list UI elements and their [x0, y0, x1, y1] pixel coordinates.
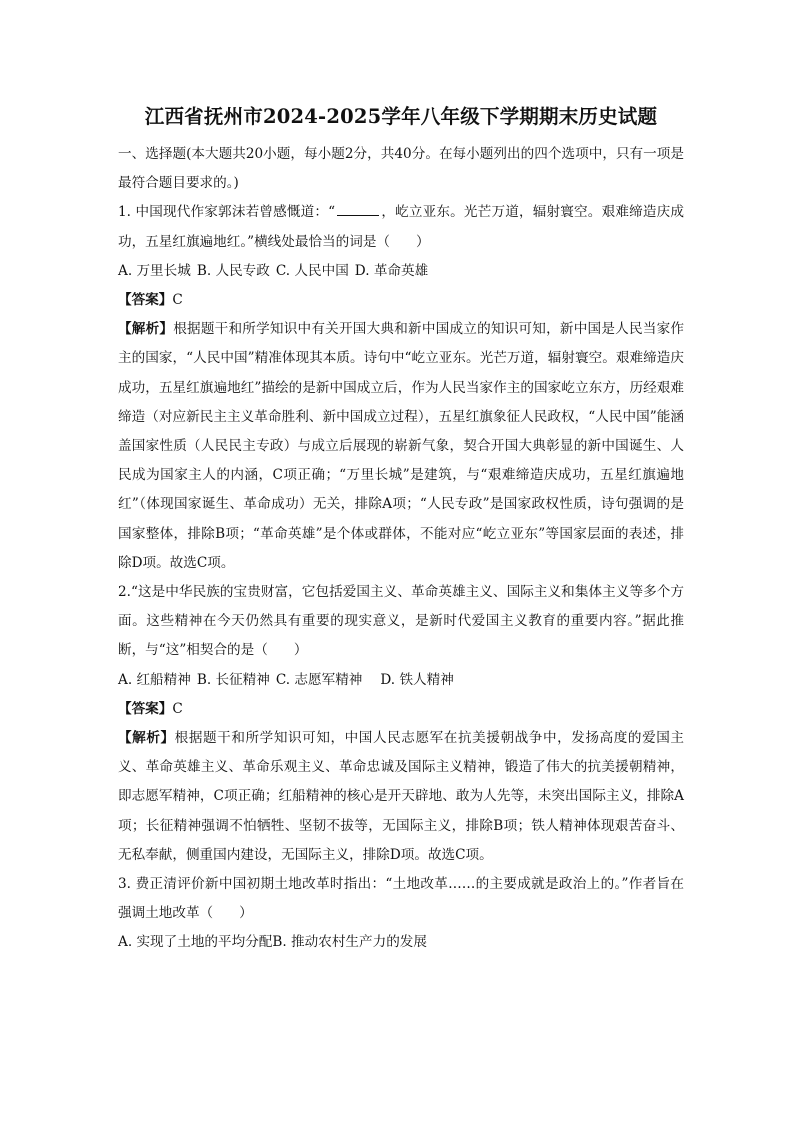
question-2-option-b: B. 长征精神 — [196, 671, 270, 688]
question-3-stem — [118, 870, 684, 928]
question-3-option-b: B. 推动农村生产力的发展 — [272, 934, 427, 951]
question-1-options — [118, 257, 684, 286]
question-2-option-a: A. 红船精神 — [118, 671, 191, 688]
question-2-analysis — [118, 724, 684, 870]
question-1-stem — [118, 198, 684, 256]
question-1-answer-value: C — [172, 292, 183, 309]
question-3-option-a: A. 实现了土地的平均分配 — [118, 934, 273, 951]
question-2-analysis-tag: 【解析】 — [118, 730, 175, 747]
question-2-answer — [118, 695, 684, 724]
question-3-stem-close: ） — [239, 905, 253, 922]
question-1-analysis-text: 根据题干和所学知识中有关开国大典和新中国成立的知识可知，新中国是人民当家作主的国家，“人民中国”精准体现其本质。诗句中“屹立亚东。光芒万道，辐射寰空。艰难缔造庆成功，五星红旗遍地红”描绘的是新中国成立后，作为人民当家作主的国家屹立东方，历经艰难缔造（对应新民主主义革命胜利、新中国成立过程），五星红旗象征人民政权，“人民中国”能涵盖国家性质（人民民主专政）与成立后展现的崭新气象，契合开国大典彰显的新中国诞生、人民成为国家主人的内涵，C项正确；“万里长城”是建筑，与“艰难缔造庆成功，五星红旗遍地红”（体现国家诞生、革命成功）无关，排除A项；“人民专政”是国家政权性质，诗句强调的是国家整体，排除B项；“革命英雄”是个体或群体，不能对应“屹立亚东”等国家层面的表述，排除D项。故选C项。 — [118, 321, 685, 571]
question-1-option-b: B. 人民专政 — [196, 262, 270, 279]
question-1-analysis-tag: 【解析】 — [118, 321, 174, 338]
question-2-stem-text: 2.“这是中华民族的宝贵财富，它包括爱国主义、革命英雄主义、国际主义和集体主义等多个方面。这些精神在今天仍然具有重要的现实意义，是新时代爱国主义教育的重要内容。”据此推断，与“这”相契合的是（ — [118, 584, 684, 659]
question-1-stem-close: ） — [416, 233, 430, 250]
question-1-option-d: D. 革命英雄 — [354, 262, 429, 279]
question-1-answer-tag: 【答案】 — [118, 292, 173, 309]
question-1-analysis — [118, 315, 684, 578]
question-3-options — [118, 928, 684, 957]
question-1-option-c: C. 人民中国 — [275, 262, 349, 279]
question-1-stem-part2: ，屹立亚东。光芒万道，辐射寰空。艰难缔造庆成功，五星红旗遍地红。”横线处最恰当的词是（ — [118, 204, 684, 250]
question-1-blank — [337, 201, 379, 216]
question-1-option-a: A. 万里长城 — [118, 262, 191, 279]
question-1-stem-part1: 1. 中国现代作家郭沫若曾感慨道：“ — [118, 204, 336, 221]
document-title: 江西省抚州市2024-2025学年八年级下学期期末历史试题 — [144, 105, 658, 128]
question-2-option-d: D. 铁人精神 — [380, 671, 454, 688]
question-1-answer — [118, 286, 684, 315]
question-2-answer-tag: 【答案】 — [118, 700, 173, 717]
section-instructions: 一、选择题(本大题共20小题，每小题2分，共40分。在每小题列出的四个选项中，只有一项是最符合题目要求的。) — [118, 146, 684, 192]
question-2-answer-value: C — [172, 700, 183, 717]
question-2-option-c: C. 志愿军精神 — [275, 671, 363, 688]
question-2-stem — [118, 578, 684, 666]
question-3-stem-text: 3. 费正清评价新中国初期土地改革时指出：“土地改革……的主要成就是政治上的。”作者旨在强调土地改革（ — [118, 876, 684, 922]
question-2-options — [118, 666, 684, 695]
question-2-stem-close: ） — [293, 642, 308, 659]
question-2-analysis-text: 根据题干和所学知识可知，中国人民志愿军在抗美援朝战争中，发扬高度的爱国主义、革命英雄主义、革命乐观主义、革命忠诚及国际主义精神，锻造了伟大的抗美援朝精神，即志愿军精神，C项正确；红船精神的核心是开天辟地、敢为人先等，未突出国际主义，排除A项；长征精神强调不怕牺牲、坚韧不拔等，无国际主义，排除B项；铁人精神体现艰苦奋斗、无私奉献，侧重国内建设，无国际主义，排除D项。故选C项。 — [118, 730, 685, 863]
